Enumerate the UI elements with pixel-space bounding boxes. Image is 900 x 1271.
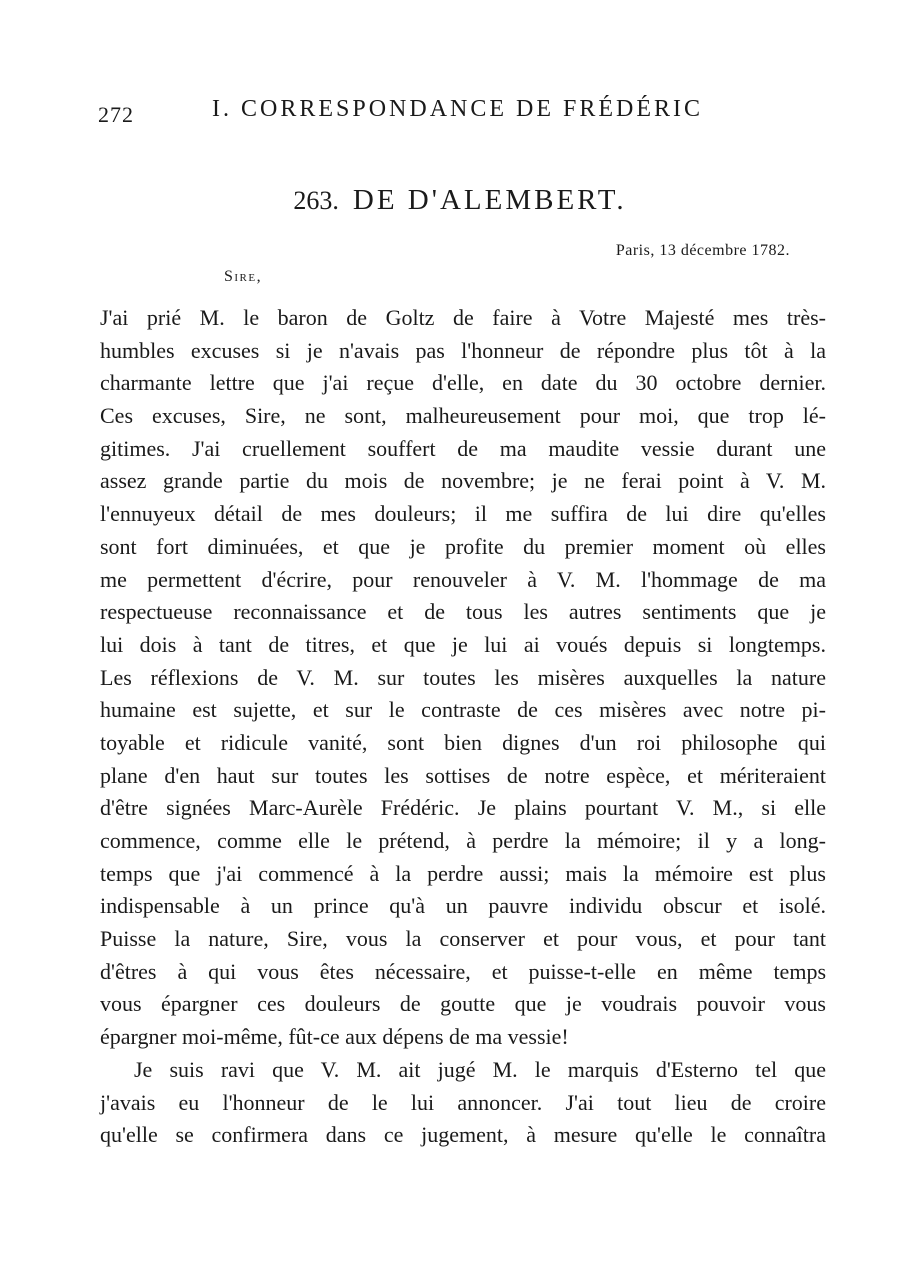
- body-line: commence, comme elle le prétend, à perdre la mémoire; il y a long-: [100, 828, 826, 853]
- body-line: j'avais eu l'honneur de le lui annoncer. J'ai tout lieu de croire: [100, 1089, 826, 1115]
- body-line: plane d'en haut sur toutes les sottises de notre espèce, et mériteraient: [100, 762, 826, 788]
- body-line: d'êtres à qui vous êtes nécessaire, et puisse-t-elle en même temps: [100, 958, 826, 984]
- body-line: Ces excuses, Sire, ne sont, malheureusement pour moi, que trop lé-: [100, 403, 826, 429]
- body-line: Puisse la nature, Sire, vous la conserver et pour vous, et pour tant: [100, 926, 826, 952]
- body-line: humbles excuses si je n'avais pas l'honneur de répondre plus tôt à la: [100, 337, 826, 363]
- letter-body: [100, 302, 826, 1152]
- page-number: 272: [98, 102, 134, 127]
- body-line: vous épargner ces douleurs de goutte que je voudrais pouvoir vous: [100, 991, 826, 1017]
- body-line: épargner moi-même, fût-ce aux dépens de ma vessie!: [100, 1024, 569, 1050]
- letter-dateline: Paris, 13 décembre 1782.: [615, 242, 790, 259]
- letter-heading: [0, 184, 900, 217]
- body-line: lui dois à tant de titres, et que je lui ai voués depuis si longtemps.: [100, 631, 826, 657]
- body-line: me permettent d'écrire, pour renouveler à V. M. l'hommage de ma: [100, 566, 826, 592]
- body-line: humaine est sujette, et sur le contraste de ces misères avec notre pi-: [100, 697, 826, 723]
- running-head: [98, 96, 738, 130]
- body-line: qu'elle se confirmera dans ce jugement, à mesure qu'elle le connaîtra: [100, 1122, 826, 1148]
- body-line: sont fort diminuées, et que je profite du premier moment où elles: [100, 533, 826, 559]
- letter-salutation: Sire,: [224, 268, 263, 285]
- body-line: toyable et ridicule vanité, sont bien dignes d'un roi philosophe qui: [100, 729, 826, 755]
- running-head-title: I. CORRESPONDANCE DE FRÉDÉRIC: [212, 96, 704, 122]
- body-line: indispensable à un prince qu'à un pauvre individu obscur et isolé.: [100, 893, 826, 919]
- body-line: d'être signées Marc-Aurèle Frédéric. Je plains pourtant V. M., si elle: [100, 795, 826, 821]
- letter-number: 263.: [293, 186, 339, 215]
- body-line: assez grande partie du mois de novembre; je ne ferai point à V. M.: [100, 468, 826, 494]
- body-line: gitimes. J'ai cruellement souffert de ma maudite vessie durant une: [100, 435, 826, 461]
- body-line: l'ennuyeux détail de mes douleurs; il me suffira de lui dire qu'elles: [100, 501, 826, 527]
- body-line: respectueuse reconnaissance et de tous les autres sentiments que je: [100, 599, 826, 625]
- body-line: temps que j'ai commencé à la perdre aussi; mais la mémoire est plus: [100, 860, 826, 886]
- body-line: Les réflexions de V. M. sur toutes les misères auxquelles la nature: [100, 664, 826, 690]
- letter-title: DE D'ALEMBERT.: [352, 184, 627, 216]
- body-line: Je suis ravi que V. M. ait jugé M. le marquis d'Esterno tel que: [134, 1056, 826, 1082]
- body-line: J'ai prié M. le baron de Goltz de faire à Votre Majesté mes très-: [100, 305, 826, 330]
- body-line: charmante lettre que j'ai reçue d'elle, en date du 30 octobre dernier.: [100, 370, 826, 396]
